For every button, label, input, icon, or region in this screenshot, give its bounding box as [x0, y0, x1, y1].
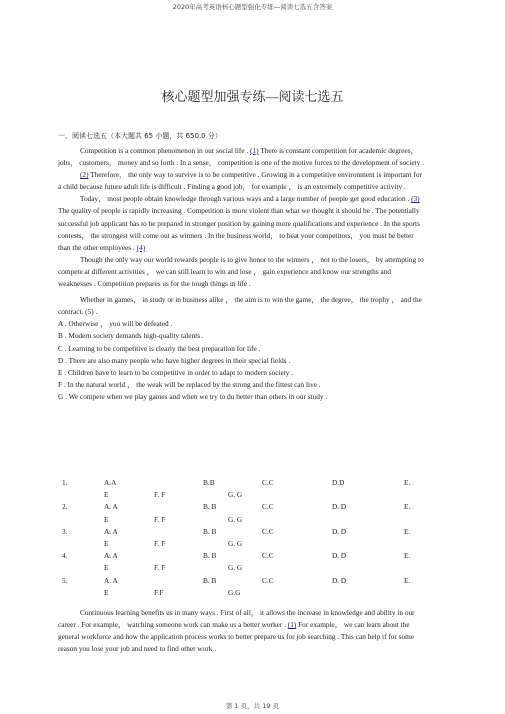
choice-e-label: E [104, 587, 109, 597]
text: Today， most people obtain knowledge through various ways and a large number of people get good education . [80, 194, 410, 204]
question-number: 4. [62, 551, 68, 561]
question-number: 3. [62, 526, 68, 536]
blank-4: (4) [136, 242, 146, 252]
choice-b[interactable]: B. B [203, 575, 217, 585]
choice-a[interactable]: A.A [104, 478, 117, 487]
option-b: B . Modern society demands high-quality talents . [58, 331, 204, 341]
question-number: 1. [62, 478, 68, 487]
choice-f[interactable]: F. F [154, 538, 166, 548]
passage-one [58, 145, 424, 403]
blank-3: (3) [411, 194, 420, 204]
paragraph [58, 607, 424, 655]
choice-a[interactable]: A. A [104, 551, 118, 561]
text: There is constant competition for academic degrees， jobs， customers， money and so forth . In a sense， competition is one of the motive forces to the development of society . [58, 146, 424, 168]
text: Competition is a common phenomenon in our social life . [80, 146, 249, 155]
choice-a[interactable]: A. A [104, 502, 118, 512]
choice-b[interactable]: B. B [203, 502, 217, 512]
text: Therefore， the only way to survive is to be competitive . Growing in a competitive environment is important for a child because future adult life is difficult . Finding a good job， for example ， is an extremely competitive activity . [58, 170, 422, 192]
choice-g[interactable]: G. G [228, 538, 243, 548]
paragraph [58, 145, 424, 169]
choice-g[interactable]: G.G [228, 587, 241, 597]
choice-c[interactable]: C.C [262, 551, 274, 561]
choice-e-label: E [104, 538, 109, 548]
choice-e-label: E [104, 490, 109, 500]
choice-b[interactable]: B.B [203, 478, 215, 487]
passage-two [58, 607, 424, 655]
choice-c[interactable]: C.C [262, 526, 274, 536]
text: Continuous learning benefits us in many ways . First of all， it allows the increase in knowledge and ability in our career . For example， watching someone work can make us a better worker . [58, 608, 415, 630]
choice-f[interactable]: F. F [154, 514, 166, 524]
question-1 [62, 478, 422, 502]
option-f: F . In the natural world ， the weak will be replaced by the strong and the fittest can live . [58, 379, 321, 389]
choice-g[interactable]: G. G [228, 490, 243, 500]
question-2 [62, 502, 422, 526]
choice-c[interactable]: C.C [262, 575, 274, 585]
question-list [62, 478, 422, 600]
blank-2: (2) [80, 170, 89, 180]
page-title: 核心题型加强专练—阅读七选五 [161, 89, 344, 104]
option-a: A . Otherwise ， you will be defeated . [58, 319, 173, 329]
choice-e[interactable]: E. [404, 551, 411, 561]
choice-e[interactable]: E. [404, 478, 411, 487]
choice-c[interactable]: C.C [262, 478, 274, 487]
choice-d[interactable]: D. D [332, 502, 347, 512]
paragraph [58, 193, 424, 253]
choice-e[interactable]: E. [404, 575, 411, 585]
choice-e[interactable]: E. [404, 502, 411, 512]
page-footer: 第 1 页，共 19 页 [225, 702, 280, 710]
question-3 [62, 527, 422, 551]
question-number: 5. [62, 575, 68, 585]
choice-d[interactable]: D. D [332, 575, 347, 585]
choice-a[interactable]: A. A [104, 575, 118, 585]
blank-1: (1) [287, 620, 297, 630]
text: For example， we can learn about the general workforce and how the application process works to better prepare us for job searching . This can help if for some reason you lose your job and need to find other work . [58, 620, 415, 654]
question-5 [62, 576, 422, 600]
paragraph [58, 169, 424, 193]
choice-f[interactable]: F.F [154, 587, 164, 597]
paragraph: Though the only way our world rewards people is to give honor to the winners ， not to the losers， by attempting to compete at different activities ， we can still learn to win and lose ， gain experience and know our strengths and weaknesses . Competition prepares us for the tough things in life . [58, 254, 424, 289]
choice-c[interactable]: C.C [262, 502, 274, 512]
choice-b[interactable]: B. B [203, 526, 217, 536]
option-g: G . We compete when we play games and when we try to do better than others in our study . [58, 391, 328, 401]
choice-g[interactable]: G. G [228, 514, 243, 524]
choice-e[interactable]: E. [404, 526, 411, 536]
choice-f[interactable]: F. F [154, 490, 166, 500]
option-c: C . Learning to be competitive is clearly the best preparation for life . [58, 343, 261, 353]
choice-d[interactable]: D. D [332, 551, 347, 561]
choice-d[interactable]: D. D [332, 526, 347, 536]
choice-a[interactable]: A. A [104, 526, 118, 536]
option-d: D . There are also many people who have higher degrees in their special fields . [58, 355, 291, 365]
paragraph: Whether in games， in study or in business alike ， the aim is to win the game， the degree， the trophy ， and the contract. (5) . [58, 295, 422, 317]
choice-b[interactable]: B. B [203, 551, 217, 561]
choice-e-label: E [104, 514, 109, 524]
choice-f[interactable]: F. F [154, 563, 166, 573]
choice-g[interactable]: G. G [228, 563, 243, 573]
text: The quality of people is rapidly increasing . Competition is more violent than what we thought it should be . The potentially successful job applicant has to be prepared in stronger position by gaining more qualifications and experience . In the sports contests， the strongest will come out as winners . In the business world， to beat your competitors， you must be better than the other employees . [58, 206, 420, 252]
question-4 [62, 551, 422, 575]
option-e: E . Children have to learn to be competitive in order to adapt to modern society . [58, 367, 294, 377]
page-header: 2020年高考英语核心题型强化专练—阅读七选五含答案 [172, 3, 333, 11]
choice-e-label: E [104, 563, 109, 573]
section-heading: 一、阅读七选五（本大题共 65 小题，共 650.0 分） [58, 132, 222, 140]
question-number: 2. [62, 502, 68, 512]
choice-d[interactable]: D.D [332, 478, 345, 487]
blank-1: (1) [250, 146, 259, 155]
